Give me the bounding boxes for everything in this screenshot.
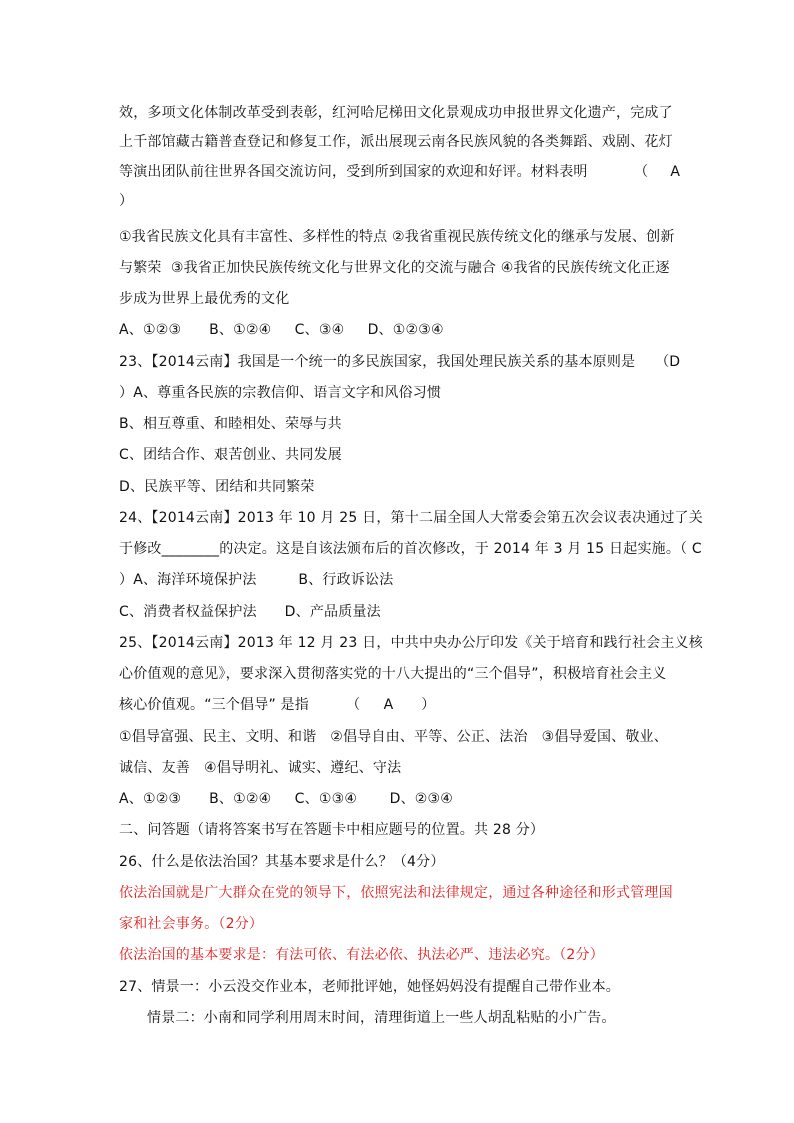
- question-25: 25、【2014云南】2013 年 12 月 23 日，中共中央办公厅印发《关于培育和践行社会主义核: [119, 635, 703, 651]
- question-24: 24、【2014云南】2013 年 10 月 25 日，第十二届全国人大常委会第五次会议表决通过了关: [119, 510, 703, 526]
- text-line: 心价值观的意见》，要求深入贯彻落实党的十八大提出的“三个倡导”，积极培育社会主义: [119, 666, 667, 682]
- answer-text: 依法治国的基本要求是：有法可依、有法必依、执法必严、违法必究。（2分）: [119, 947, 604, 963]
- options-line: A、①②③ B、①②④ C、③④ D、①②③④: [119, 322, 444, 338]
- text-line: 诚信、友善 ④倡导明礼、诚实、遵纪、守法: [119, 760, 402, 776]
- text-line: 等演出团队前往世界各国交流访问，受到所到国家的欢迎和好评。材料表明: [119, 164, 588, 180]
- question-23: 23、【2014云南】我国是一个统一的多民族国家，我国处理民族关系的基本原则是: [119, 354, 636, 370]
- text-line: ①我省民族文化具有丰富性、多样性的特点 ②我省重视民族传统文化的继承与发展、创新: [119, 229, 675, 245]
- option-a: ）A、尊重各民族的宗教信仰、语言文字和风俗习惯: [119, 385, 442, 401]
- text-line: ①倡导富强、民主、文明、和谐 ②倡导自由、平等、公正、法治 ③倡导爱国、敬业、: [119, 729, 668, 745]
- options-line: A、①②③ B、①②④ C、①③④ D、②③④: [119, 791, 454, 807]
- answer-marker: （ A: [634, 164, 680, 180]
- question-26: 26、什么是依法治国？其基本要求是什么？（4分）: [119, 854, 445, 870]
- option-b: B、相互尊重、和睦相处、荣辱与共: [119, 416, 342, 432]
- text-line: 核心价值观。“三个倡导” 是指 （ A ）: [119, 697, 436, 713]
- answer-text: 家和社会事务。（2分）: [119, 916, 264, 932]
- text-line: 效，多项文化体制改革受到表彰，红河哈尼梯田文化景观成功申报世界文化遗产，完成了: [119, 105, 673, 121]
- option-c: C、团结合作、艰苦创业、共同发展: [119, 447, 342, 463]
- answer-marker: （D: [655, 354, 680, 370]
- question-27: 27、情景一：小云没交作业本，老师批评她，她怪妈妈没有提醒自己带作业本。: [119, 979, 621, 995]
- text-line: 于修改________的决定。这是自该法颁布后的首次修改，于 2014 年 3 月 15 日起实施。（ C: [119, 541, 702, 557]
- options-line: ）A、海洋环境保护法 B、行政诉讼法: [119, 572, 394, 588]
- options-line: C、消费者权益保护法 D、产品质量法: [119, 604, 381, 620]
- option-d: D、民族平等、团结和共同繁荣: [119, 479, 315, 495]
- text-line: 与繁荣 ③我省正加快民族传统文化与世界文化的交流与融合 ④我省的民族传统文化正逐: [119, 260, 670, 276]
- section-heading: 二、问答题（请将答案书写在答题卡中相应题号的位置。共 28 分）: [119, 822, 545, 838]
- text-line: 步成为世界上最优秀的文化: [119, 291, 290, 307]
- answer-text: 依法治国就是广大群众在党的领导下，依照宪法和法律规定，通过各种途径和形式管理国: [119, 885, 673, 901]
- text-line: ）: [119, 193, 134, 209]
- scenario-text: 情景二：小南和同学利用周末时间，清理街道上一些人胡乱粘贴的小广告。: [147, 1010, 616, 1026]
- text-line: 上千部馆藏古籍普查登记和修复工作，派出展现云南各民族风貌的各类舞蹈、戏剧、花灯: [119, 134, 673, 150]
